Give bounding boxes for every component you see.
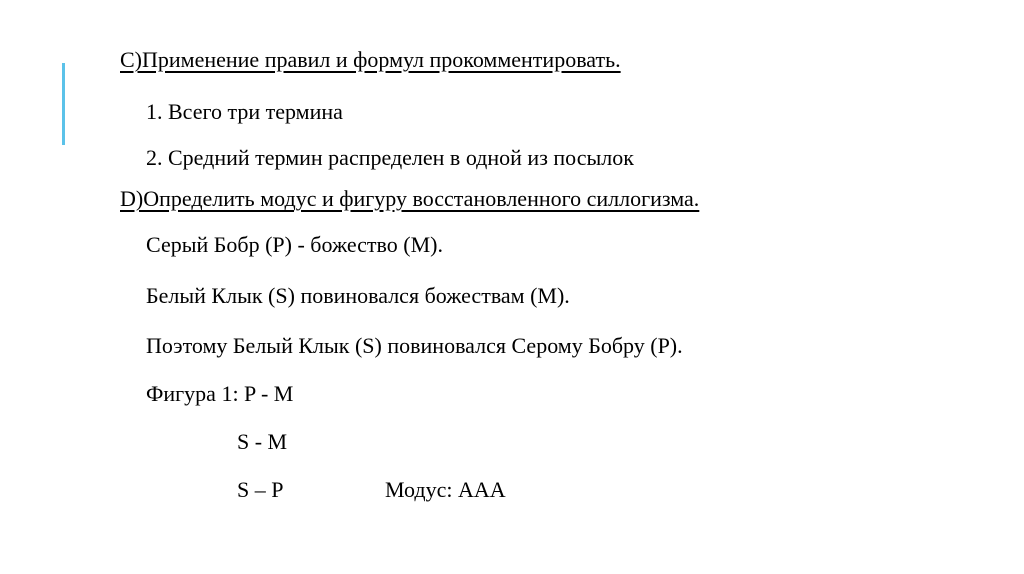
accent-bar (62, 63, 65, 145)
modus-value: Модус: AAA (385, 477, 506, 502)
premise-minor: Белый Клык (S) повиновался божествам (M). (146, 283, 570, 308)
section-c-heading: C)Применение правил и формул прокомментировать. (120, 47, 621, 72)
premise-major: Серый Бобр (P) - божество (M). (146, 232, 443, 257)
figure-line-1: Фигура 1: P - M (146, 381, 294, 406)
premise-conclusion: Поэтому Белый Клык (S) повиновался Серому Бобру (P). (146, 333, 683, 358)
section-c-item-1: 1. Всего три термина (146, 99, 343, 124)
figure-line-2: S - M (237, 429, 288, 454)
section-d-heading: D)Определить модус и фигуру восстановленного силлогизма. (120, 186, 700, 211)
figure-line-3: S – P (237, 477, 284, 502)
section-c-item-2: 2. Средний термин распределен в одной из посылок (146, 145, 634, 170)
